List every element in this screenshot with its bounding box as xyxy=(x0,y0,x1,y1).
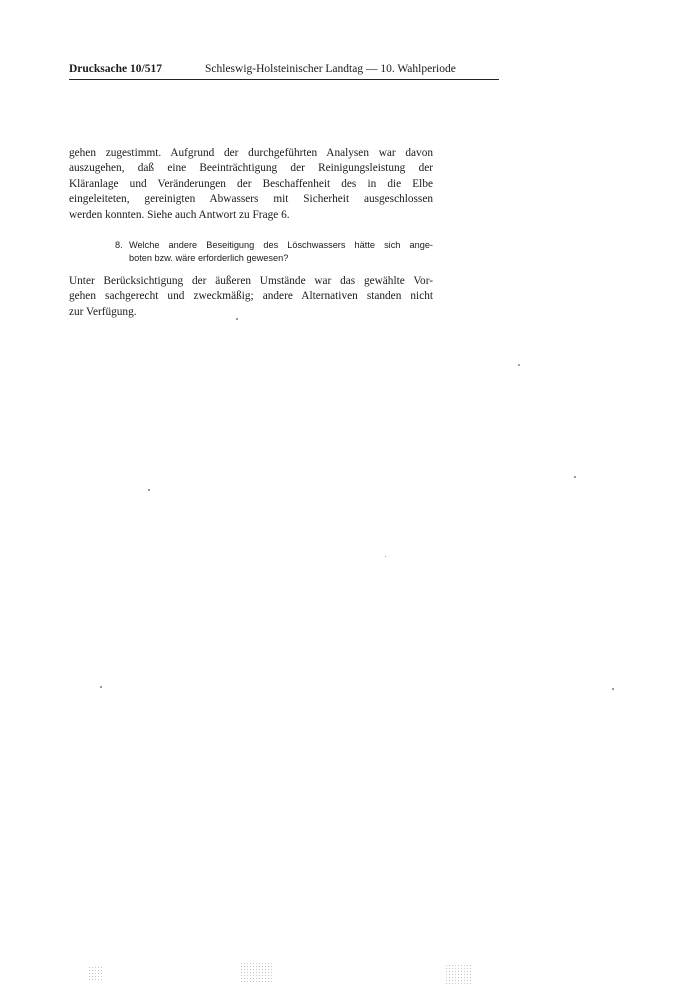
text-line: gehen sachgerecht und zweckmäßig; andere Alternativen standen nicht xyxy=(69,290,433,303)
scan-speck xyxy=(100,686,102,688)
text-line: Kläranlage und Veränderungen der Beschaffenheit des in die Elbe xyxy=(69,177,433,190)
text-line: Welche andere Beseitigung des Löschwassers hätte sich ange- xyxy=(129,240,433,250)
text-line: auszugehen, daß eine Beeinträchtigung der Reinigungsleistung der xyxy=(69,162,433,175)
text-line: werden konnten. Siehe auch Antwort zu Frage 6. xyxy=(69,208,290,221)
scan-noise xyxy=(445,964,473,984)
scan-speck xyxy=(385,556,386,557)
scan-speck xyxy=(148,489,150,491)
scan-noise xyxy=(88,966,102,982)
scan-speck xyxy=(518,364,520,366)
text-line: boten bzw. wäre erforderlich gewesen? xyxy=(129,252,289,263)
scan-speck xyxy=(574,476,576,478)
question-text xyxy=(129,239,433,264)
text-line: gehen zugestimmt. Aufgrund der durchgeführten Analysen war davon xyxy=(69,147,433,159)
text-line: eingeleiteten, gereinigten Abwassers mit Sicherheit ausgeschlossen xyxy=(69,193,433,206)
paragraph-continuation xyxy=(69,146,433,223)
scan-noise xyxy=(240,962,274,984)
header-rule xyxy=(69,79,499,80)
scan-speck xyxy=(612,688,614,690)
text-line: Unter Berücksichtigung der äußeren Umstände war das gewählte Vor- xyxy=(69,275,433,287)
header-title: Schleswig-Holsteinischer Landtag — 10. Wahlperiode xyxy=(205,63,456,75)
answer-8 xyxy=(69,274,433,320)
document-number: Drucksache 10/517 xyxy=(69,63,162,75)
scan-speck xyxy=(236,318,238,320)
text-line: zur Verfügung. xyxy=(69,305,137,318)
question-number: 8. xyxy=(115,240,123,250)
